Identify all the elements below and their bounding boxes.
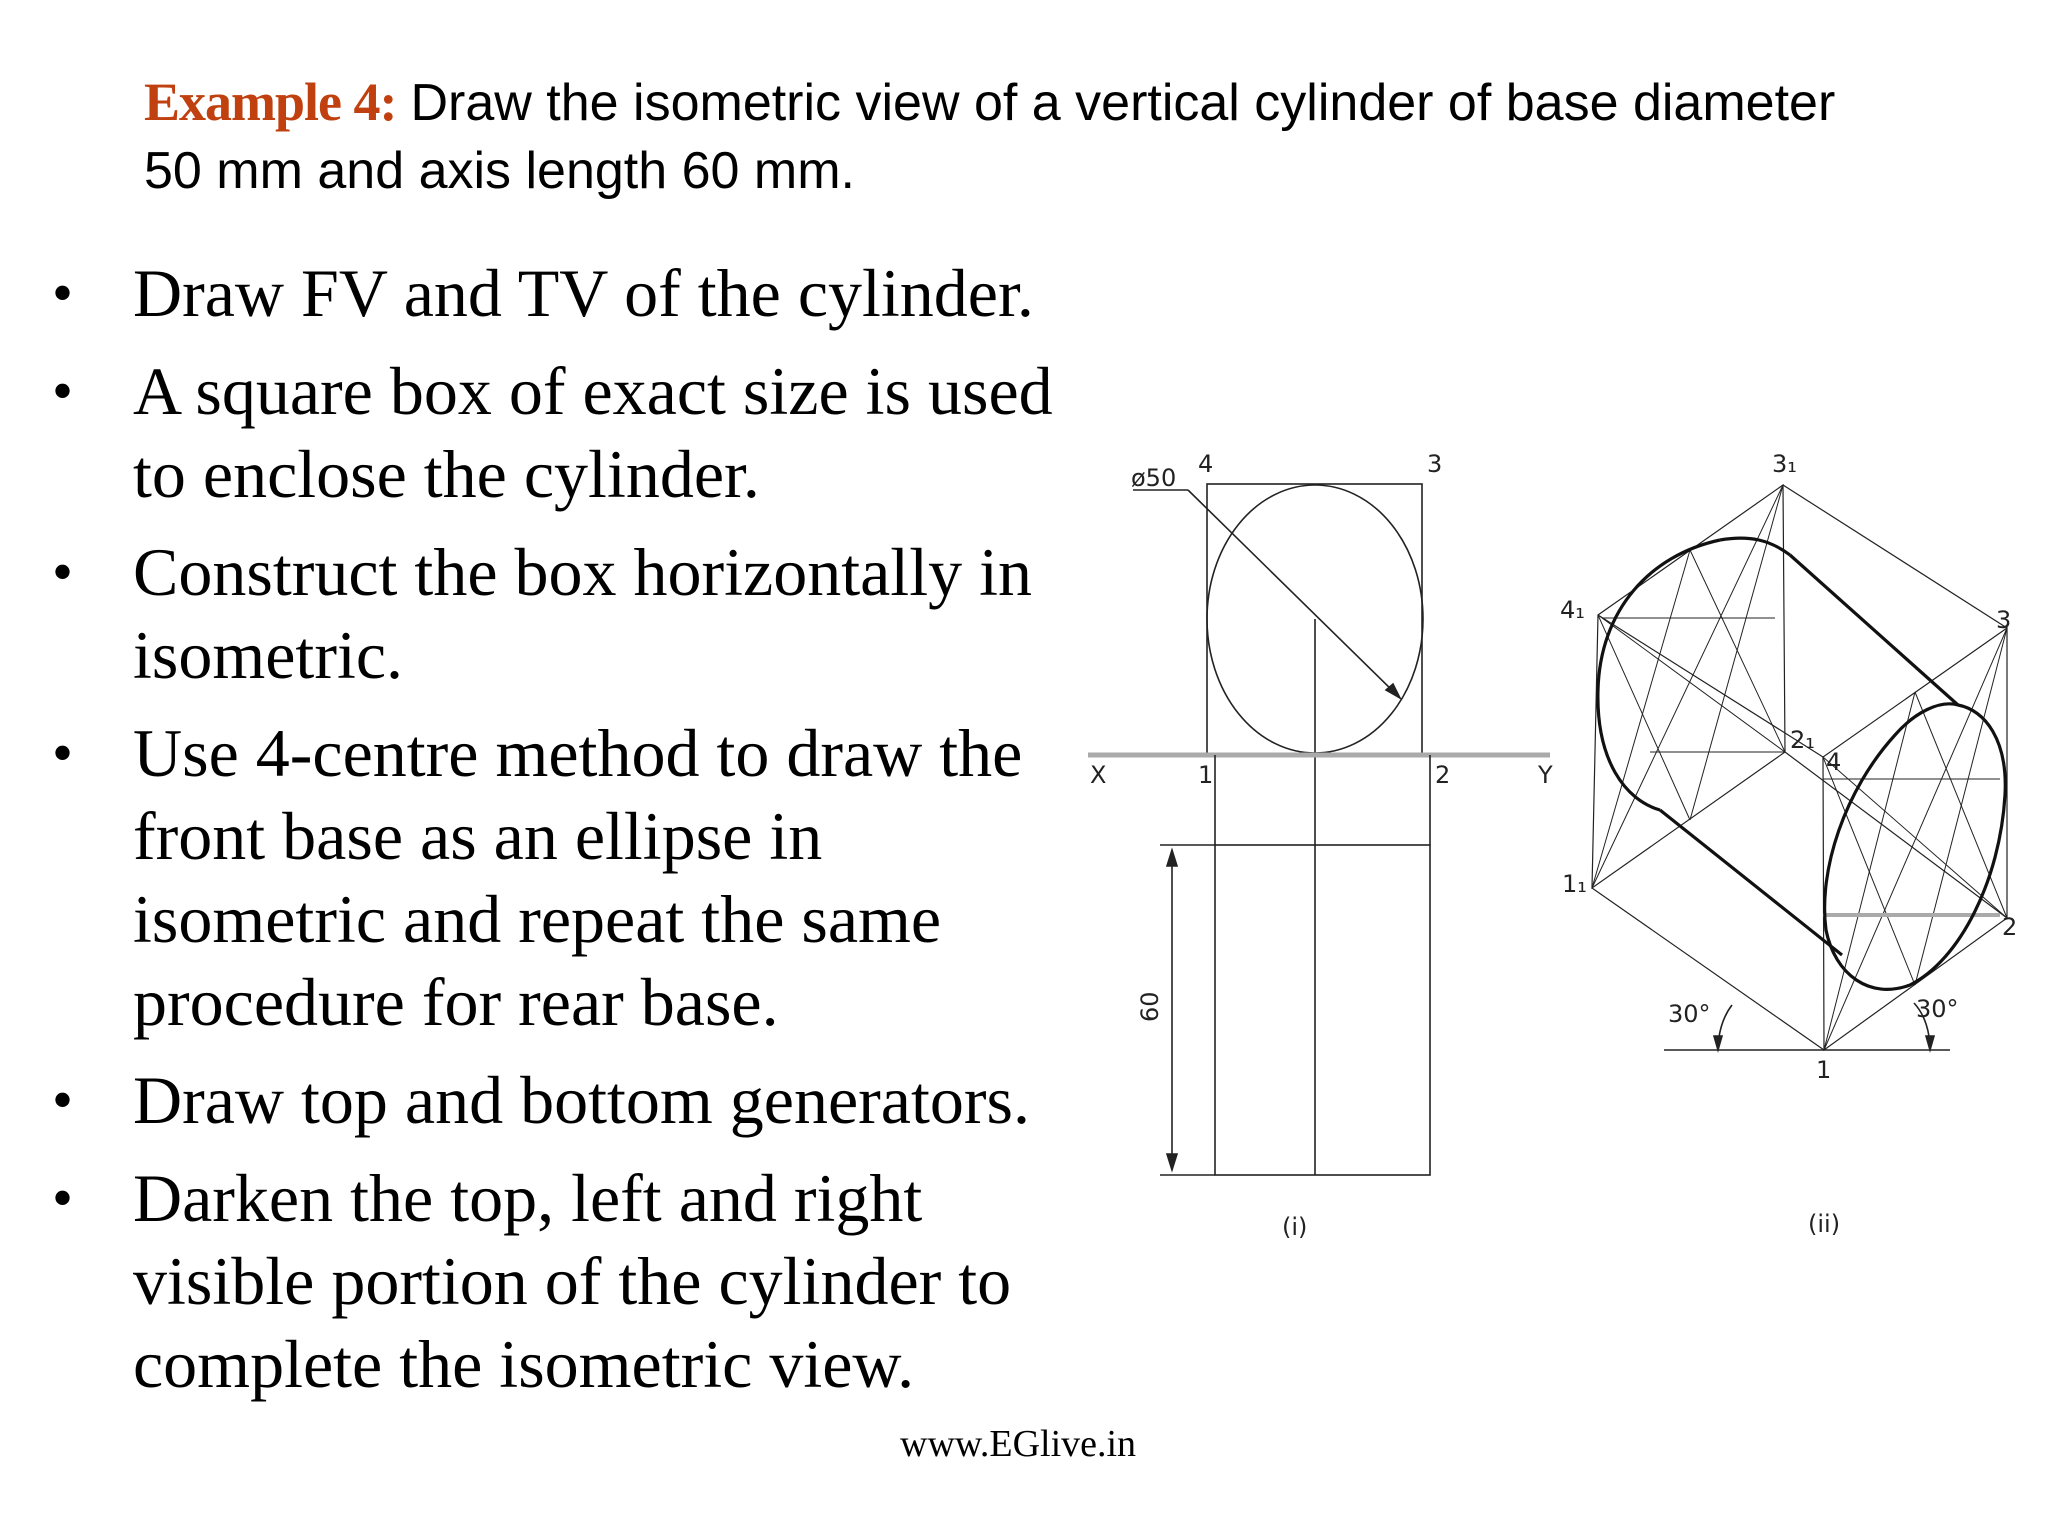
step-text: Darken the top, left and right visible portion of the cylinder to complete the isometric view. [133, 1160, 1012, 1402]
point-3-label: 3 [1996, 606, 2012, 634]
step-item [50, 712, 1080, 1044]
point-4-label: 4 [1826, 748, 1842, 776]
arrow-right-icon [1926, 1036, 1934, 1050]
step-item [50, 252, 1080, 335]
x-label: X [1090, 761, 1107, 789]
figure-i [1088, 450, 1553, 1241]
point-3-1-label: 3₁ [1772, 450, 1797, 478]
step-text: Draw FV and TV of the cylinder. [133, 255, 1034, 331]
cylinder-drawing [1060, 430, 2020, 1250]
box-edge-top [1783, 485, 2007, 628]
bullet-icon: • [52, 539, 74, 605]
rear-construct-2 [1598, 615, 1690, 820]
step-text: Use 4-centre method to draw the front base as an ellipse in isometric and repeat the same procedure for rear base. [133, 715, 1023, 1040]
steps-list [50, 252, 1080, 1421]
step-text: Draw top and bottom generators. [133, 1062, 1030, 1138]
example-label: Example 4: [144, 72, 397, 132]
rear-construct-3 [1592, 550, 1690, 888]
figure-i-caption: (i) [1282, 1213, 1308, 1241]
step-item [50, 1157, 1080, 1406]
example-text: Draw the isometric view of a vertical cylinder of base diameter 50 mm and axis length 60 mm. [144, 74, 1836, 200]
point-2-label: 2 [2002, 913, 2018, 941]
bullet-icon: • [52, 1165, 74, 1231]
angle-left-label: 30° [1668, 1000, 1711, 1028]
point-3-label: 3 [1427, 450, 1443, 478]
arrow-left-icon [1714, 1036, 1722, 1050]
angle-right-label: 30° [1916, 995, 1959, 1023]
step-item [50, 350, 1080, 516]
dimension-60-label: 60 [1136, 991, 1164, 1022]
bullet-icon: • [52, 1067, 74, 1133]
rear-diag-2 [1598, 615, 1785, 752]
fv-rectangle [1215, 845, 1430, 1175]
point-2-1-label: 2₁ [1790, 726, 1815, 754]
rear-ellipse-top [1720, 538, 1790, 555]
figure-ii-caption: (ii) [1808, 1210, 1841, 1238]
figure-ii [1560, 450, 2017, 1238]
point-4-1-label: 4₁ [1560, 596, 1585, 624]
step-item [50, 531, 1080, 697]
point-1-label: 1 [1816, 1056, 1832, 1084]
footer-url: www.EGlive.in [900, 1423, 1137, 1465]
bullet-icon: • [52, 720, 74, 786]
rear-ellipse [1598, 540, 1720, 810]
step-text: A square box of exact size is used to enclose the cylinder. [133, 353, 1053, 512]
diameter-label: ø50 [1131, 464, 1177, 492]
bullet-icon: • [52, 260, 74, 326]
arrow-up-icon [1167, 850, 1177, 866]
step-text: Construct the box horizontally in isometric. [133, 534, 1032, 693]
example-heading [144, 68, 1844, 205]
y-label: Y [1538, 761, 1553, 789]
diameter-arrow-line [1188, 490, 1400, 698]
point-1-1-label: 1₁ [1562, 870, 1587, 898]
front-diag-2 [1823, 757, 2007, 918]
point-1-label: 1 [1198, 761, 1214, 789]
step-item [50, 1059, 1080, 1142]
point-2-label: 2 [1435, 761, 1451, 789]
arrow-down-icon [1167, 1154, 1177, 1170]
top-generator [1790, 555, 1958, 705]
point-4-label: 4 [1198, 450, 1214, 478]
front-construct-4 [1915, 628, 2007, 985]
bullet-icon: • [52, 358, 74, 424]
front-diag-1 [1824, 628, 2007, 1050]
bottom-generator [1660, 810, 1842, 955]
